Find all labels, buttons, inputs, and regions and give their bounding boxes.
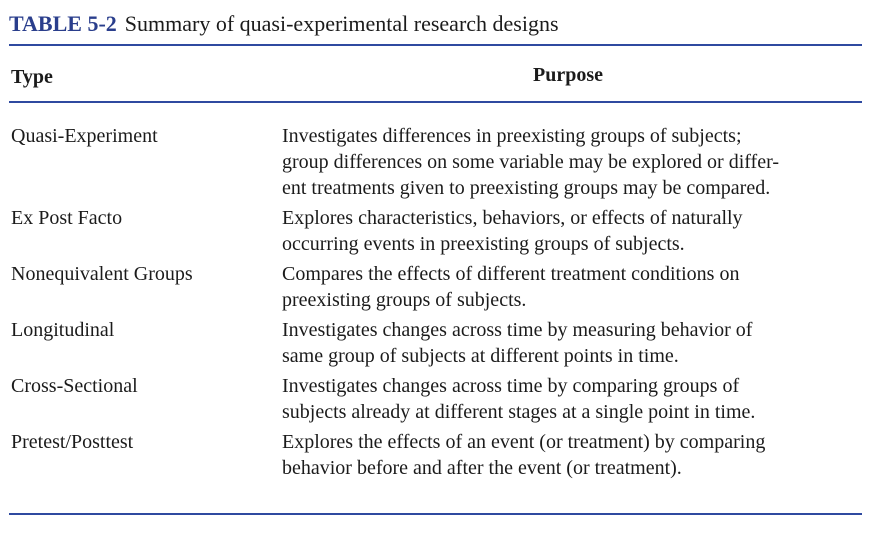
row-type: Cross-Sectional: [11, 375, 138, 397]
table-caption: [9, 9, 559, 39]
row-purpose: Investigates changes across time by measuring behavior of same group of subjects at different points in time.: [282, 319, 753, 367]
row-type: Pretest/Posttest: [11, 431, 134, 453]
column-header-purpose: Purpose: [533, 64, 603, 86]
row-type: Ex Post Facto: [11, 207, 123, 229]
row-type: Nonequivalent Groups: [11, 263, 193, 285]
top-rule: [9, 44, 862, 46]
table-row: [0, 205, 881, 257]
row-purpose: Compares the effects of different treatment conditions on preexisting groups of subjects.: [282, 263, 740, 311]
row-purpose: Investigates differences in preexisting groups of subjects; group differences on some variable may be explored or differ- ent treatments given to preexisting groups may be compared.: [282, 125, 780, 199]
header-rule: [9, 101, 862, 103]
row-type: Quasi-Experiment: [11, 125, 158, 147]
table-row: [0, 317, 881, 369]
bottom-rule: [9, 513, 862, 515]
row-purpose: Explores the effects of an event (or treatment) by comparing behavior before and after the event (or treatment).: [282, 431, 766, 479]
table-row: [0, 373, 881, 425]
table-number: TABLE 5-2: [9, 11, 117, 36]
table-row: [0, 261, 881, 313]
row-purpose: Explores characteristics, behaviors, or effects of naturally occurring events in preexisting groups of subjects.: [282, 207, 743, 255]
row-purpose: Investigates changes across time by comparing groups of subjects already at different stages at a single point in time.: [282, 375, 756, 423]
table-title: Summary of quasi-experimental research designs: [124, 11, 559, 36]
table-row: [0, 429, 881, 481]
table-row: [0, 123, 881, 201]
table-body: [0, 123, 881, 485]
column-header-type: Type: [11, 66, 53, 88]
row-type: Longitudinal: [11, 319, 115, 341]
